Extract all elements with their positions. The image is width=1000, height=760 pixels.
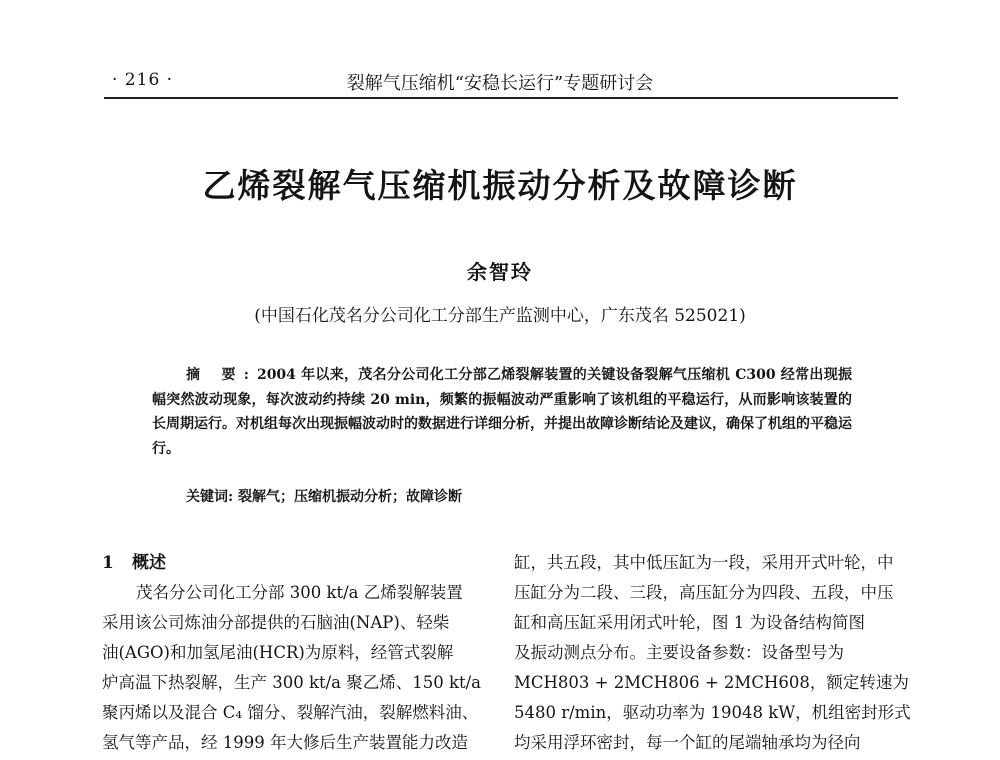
body-line: 缸和高压缸采用闭式叶轮，图 1 为设备结构简图 [514,613,865,632]
abstract-label: 摘 要: [186,367,257,383]
column-left [102,548,490,758]
section-heading-text: 概述 [132,553,166,573]
body-line: 氢气等产品，经 1999 年大修后生产装置能力改造 [102,733,468,752]
abstract [152,363,852,461]
body-line: 聚丙烯以及混合 C₄ 馏分、裂解汽油，裂解燃料油、 [102,703,479,722]
section-number: 1 [102,553,114,573]
body-line: 油(AGO)和加氢尾油(HCR)为原料，经管式裂解 [102,643,454,662]
keywords-label: 关键词: [186,489,234,505]
affiliation: (中国石化茂名分公司化工分部生产监测中心，广东茂名 525021) [254,306,746,326]
paper-title: 乙烯裂解气压缩机振动分析及故障诊断 [202,166,798,205]
header-rule [104,97,898,99]
body-line: 及振动测点分布。主要设备参数：设备型号为 [514,643,844,662]
keywords [186,486,852,506]
body-line: 茂名分公司化工分部 300 kt/a 乙烯裂解装置 [136,583,463,602]
keywords-text: 裂解气；压缩机振动分析；故障诊断 [238,489,463,505]
body-line: 采用该公司炼油分部提供的石脑油(NAP)、轻柴 [102,613,450,632]
page-number: · 216 · [112,70,174,90]
body-line: 缸，共五段，其中低压缸为一段，采用开式叶轮，中 [514,553,894,572]
body-line: MCH803 + 2MCH806 + 2MCH608，额定转速为 [514,673,909,692]
body-line: 5480 r/min，驱动功率为 19048 kW，机组密封形式 [514,703,911,722]
body-line: 炉高温下热裂解，生产 300 kt/a 聚乙烯、150 kt/a [102,673,482,692]
author: 余智玲 [467,260,533,284]
running-head: 裂解气压缩机“安稳长运行”专题研讨会 [346,73,654,94]
body-line: 压缸分为二段、三段，高压缸分为四段、五段，中压 [514,583,894,602]
section-heading [102,548,490,578]
abstract-text: 2004 年以来，茂名分公司化工分部乙烯裂解装置的关键设备裂解气压缩机 C300 经常出现振幅突然波动现象，每次波动约持续 20 min，频繁的振幅波动严重影响了该机组的平稳运行，从而影响该装置的长周期运行。对机组每次出现振幅波动时的数据进行详细分析，并提出故障诊断结论及建议，确保了机组的平稳运行。 [152,367,853,457]
body-line: 均采用浮环密封，每一个缸的尾端轴承均为径向 [514,733,861,752]
column-right [514,548,911,758]
